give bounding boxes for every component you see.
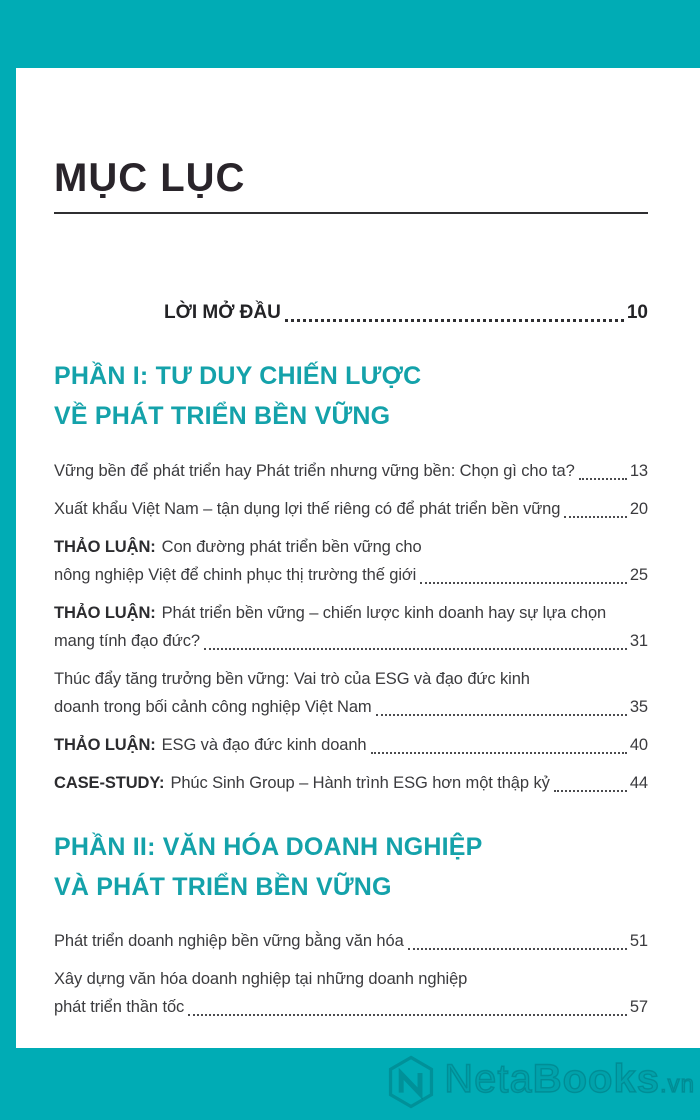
page-number: 51 bbox=[629, 932, 648, 950]
dot-leader bbox=[371, 752, 627, 754]
page-number: 40 bbox=[629, 736, 648, 754]
page-number: 25 bbox=[629, 566, 648, 584]
toc-entry bbox=[54, 731, 648, 759]
entry-text: Phát triển bền vững – chiến lược kinh doanh hay sự lựa chọn bbox=[161, 604, 607, 622]
netabooks-hexagon-n-icon bbox=[386, 1055, 436, 1109]
title-divider bbox=[54, 212, 648, 214]
netabooks-watermark-text bbox=[444, 1054, 695, 1110]
toc-entry bbox=[54, 769, 648, 797]
dot-leader bbox=[564, 516, 627, 518]
watermark-books: Books bbox=[532, 1057, 660, 1101]
page-number: 13 bbox=[629, 462, 648, 480]
section-1-heading bbox=[54, 356, 648, 436]
page-title: MỤC LỤC bbox=[54, 156, 246, 200]
toc-entry bbox=[54, 533, 648, 589]
entry-text: Phúc Sinh Group – Hành trình ESG hơn một thập kỷ bbox=[170, 774, 550, 792]
watermark-neta: Neta bbox=[444, 1057, 533, 1101]
entry-text: Xuất khẩu Việt Nam – tận dụng lợi thế riêng có để phát triển bền vững bbox=[54, 500, 561, 518]
entry-prefix: THẢO LUẬN: bbox=[54, 736, 156, 754]
dot-leader bbox=[579, 478, 627, 480]
section-1-heading-line2: VỀ PHÁT TRIỂN BỀN VỮNG bbox=[54, 402, 391, 430]
dot-leader bbox=[408, 948, 627, 950]
toc-entry bbox=[54, 495, 648, 523]
dot-leader bbox=[554, 790, 627, 792]
section-1-heading-line1: PHẦN I: TƯ DUY CHIẾN LƯỢC bbox=[54, 362, 422, 390]
section-2-entries bbox=[54, 927, 648, 1021]
section-2-heading-line2: VÀ PHÁT TRIỂN BỀN VỮNG bbox=[54, 873, 392, 901]
entry-prefix: CASE-STUDY: bbox=[54, 774, 165, 792]
toc-entry bbox=[54, 457, 648, 485]
dot-leader bbox=[188, 1014, 627, 1016]
page-number: 20 bbox=[629, 500, 648, 518]
preface-label: LỜI MỞ ĐẦU bbox=[164, 302, 281, 323]
dot-leader bbox=[204, 648, 627, 650]
entry-text: Vững bền để phát triển hay Phát triển nhưng vững bền: Chọn gì cho ta? bbox=[54, 462, 575, 480]
page-number: 31 bbox=[629, 632, 648, 650]
entry-prefix: THẢO LUẬN: bbox=[54, 538, 156, 556]
page-number: 44 bbox=[629, 774, 648, 792]
entry-text: ESG và đạo đức kinh doanh bbox=[161, 736, 367, 754]
section-2-heading bbox=[54, 827, 648, 907]
watermark-tld: .vn bbox=[659, 1071, 695, 1098]
dot-leader bbox=[376, 714, 627, 716]
netabooks-watermark bbox=[386, 1057, 695, 1107]
toc-section-2 bbox=[54, 827, 648, 1021]
book-page bbox=[16, 68, 700, 1048]
page-number: 57 bbox=[629, 998, 648, 1016]
toc-entry-preface bbox=[54, 299, 648, 327]
toc-entry bbox=[54, 665, 648, 721]
dot-leader bbox=[285, 319, 624, 322]
entry-text-continued: nông nghiệp Việt để chinh phục thị trường thế giới bbox=[54, 566, 417, 584]
page-number: 10 bbox=[626, 302, 648, 323]
entry-text-continued: phát triển thần tốc bbox=[54, 998, 185, 1016]
toc-entry bbox=[54, 927, 648, 955]
entry-text: Xây dựng văn hóa doanh nghiệp tại những doanh nghiệp bbox=[54, 970, 468, 988]
entry-text-continued: mang tính đạo đức? bbox=[54, 632, 200, 650]
section-2-heading-line1: PHẦN II: VĂN HÓA DOANH NGHIỆP bbox=[54, 833, 483, 861]
toc-entry bbox=[54, 599, 648, 655]
entry-text: Phát triển doanh nghiệp bền vững bằng văn hóa bbox=[54, 932, 404, 950]
dot-leader bbox=[420, 582, 627, 584]
section-1-entries bbox=[54, 457, 648, 797]
entry-text-continued: doanh trong bối cảnh công nghiệp Việt Nam bbox=[54, 698, 372, 716]
toc-section-1 bbox=[54, 356, 648, 797]
page-number: 35 bbox=[629, 698, 648, 716]
entry-text: Con đường phát triển bền vững cho bbox=[161, 538, 422, 556]
toc-entry bbox=[54, 965, 648, 1021]
entry-text: Thúc đẩy tăng trưởng bền vững: Vai trò của ESG và đạo đức kinh bbox=[54, 670, 530, 688]
entry-prefix: THẢO LUẬN: bbox=[54, 604, 156, 622]
